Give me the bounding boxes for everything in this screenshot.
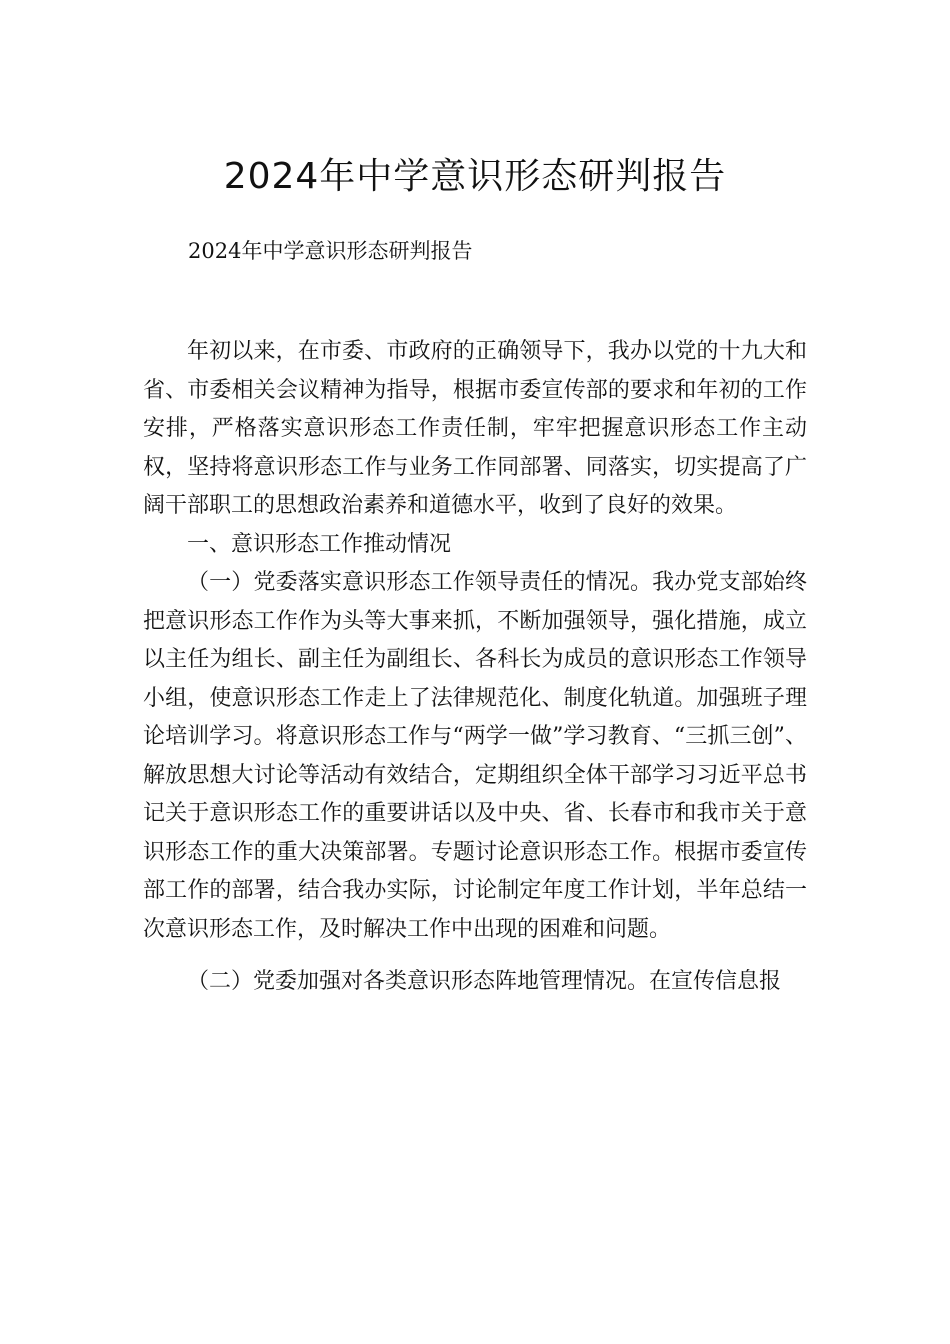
section-heading-1: 一、意识形态工作推动情况 <box>187 531 452 557</box>
paragraph-subsection-2: （二）党委加强对各类意识形态阵地管理情况。在宣传信息报 <box>187 969 782 994</box>
paragraph-subsection-1: （一）党委落实意识形态工作领导责任的情况。我办党支部始终把意识形态工作作为头等大事来抓，不断加强领导，强化措施，成立以主任为组长、副主任为副组长、各科长为成员的意识形态工作领导小组，使意识形态工作走上了法律规范化、制度化轨道。加强班子理论培训学习。将意识形态工作与“两学一做”学习教育、“三抓三创”、解放思想大讨论等活动有效结合，定期组织全体干部学习习近平总书记关于意识形态工作的重要讲话以及中央、省、长春市和我市关于意识形态工作的重大决策部署。专题讨论意识形态工作。根据市委宣传部工作的部署，结合我办实际，讨论制定年度工作计划，半年总结一次意识形态工作，及时解决工作中出现的困难和问题。 <box>143 570 807 942</box>
document-body <box>143 333 807 1002</box>
paragraph-intro: 年初以来，在市委、市政府的正确领导下，我办以党的十九大和省、市委相关会议精神为指导，根据市委宣传部的要求和年初的工作安排，严格落实意识形态工作责任制，牢牢把握意识形态工作主动权，坚持将意识形态工作与业务工作同部署、同落实，切实提高了广阔干部职工的思想政治素养和道德水平，收到了良好的效果。 <box>143 339 807 518</box>
document-subtitle: 2024年中学意识形态研判报告 <box>188 239 473 263</box>
document-title: 2024年中学意识形态研判报告 <box>223 156 727 198</box>
